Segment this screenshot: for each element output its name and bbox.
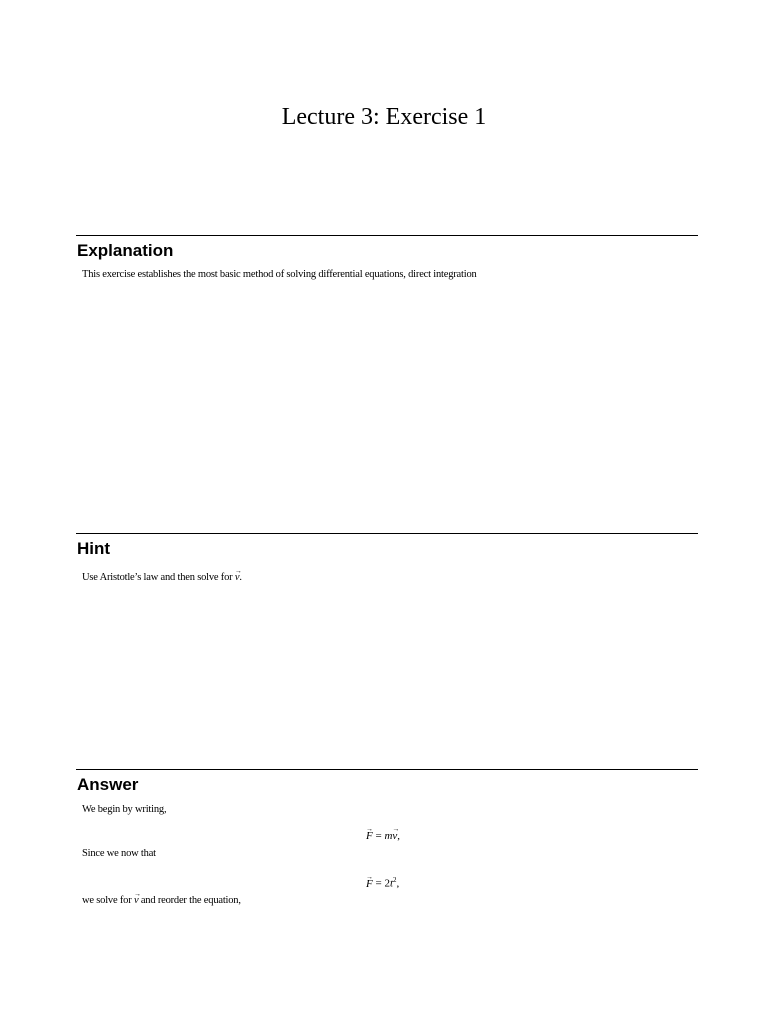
explanation-heading: Explanation: [77, 241, 174, 260]
hint-text-suffix: .: [239, 572, 242, 583]
equation-tail: ,: [396, 877, 400, 890]
answer-line-2: Since we now that: [82, 848, 156, 859]
vector-f-symbol: → F: [366, 876, 373, 892]
vector-f-symbol: → F: [366, 828, 373, 844]
section-divider: [76, 235, 698, 236]
exponent: 2: [393, 876, 397, 884]
vector-v-symbol: → v: [392, 828, 397, 844]
equation-1: [366, 828, 400, 844]
answer-line-3-prefix: we solve for: [82, 895, 134, 906]
vector-v-symbol: → v: [235, 571, 239, 585]
page-title: Lecture 3: Exercise 1: [281, 104, 487, 130]
mass-symbol: m: [384, 830, 393, 842]
hint-text: [82, 571, 242, 585]
vector-v-symbol: → v: [134, 894, 138, 908]
equation-2: [366, 872, 399, 892]
answer-line-1: We begin by writing,: [82, 804, 167, 815]
section-divider: [76, 533, 698, 534]
equation-tail: ,: [397, 830, 401, 842]
hint-heading: Hint: [77, 539, 111, 558]
hint-text-prefix: Use Aristotle’s law and then solve for: [82, 572, 235, 583]
answer-heading: Answer: [77, 775, 139, 794]
equation-equals: =: [372, 830, 385, 842]
section-divider: [76, 769, 698, 770]
time-symbol: t: [389, 877, 394, 890]
answer-line-3-suffix: and reorder the equation,: [138, 895, 241, 906]
equation-equals: = 2: [372, 877, 390, 890]
answer-line-3: [82, 894, 241, 908]
explanation-text: This exercise establishes the most basic method of solving differential equations, direct integration: [82, 269, 477, 280]
